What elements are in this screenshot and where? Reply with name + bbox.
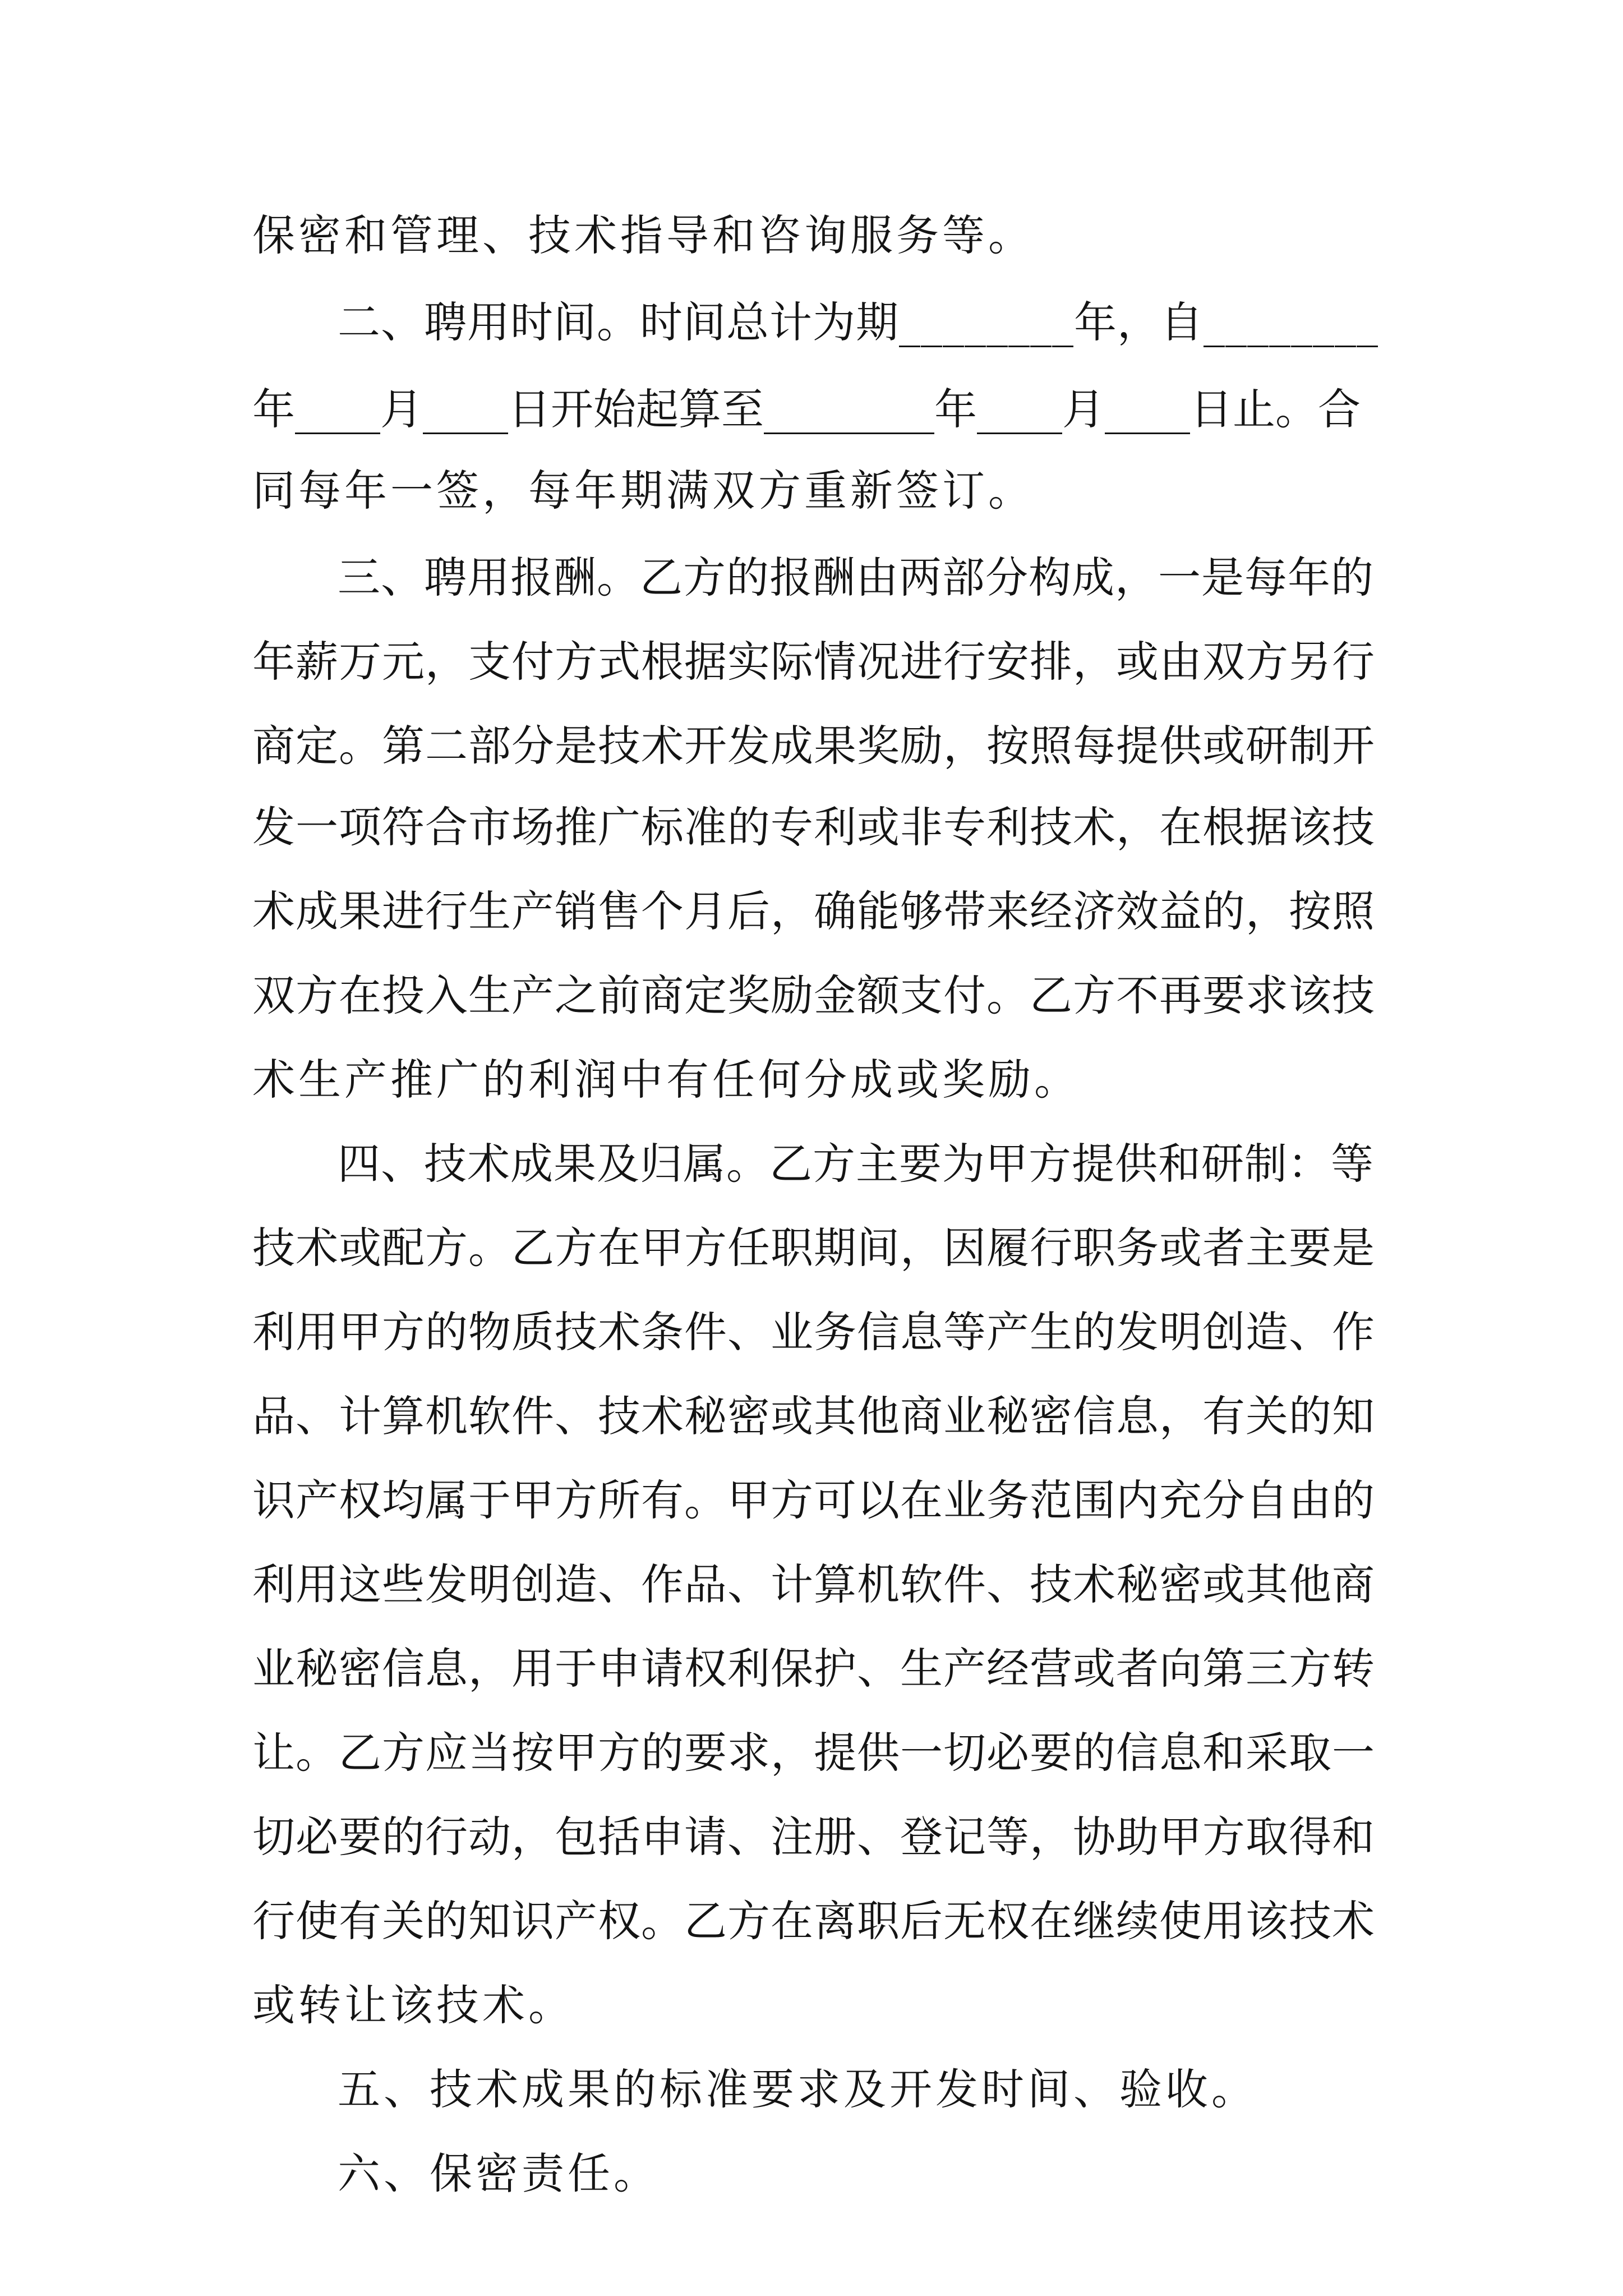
text-line: 技术或配方。乙方在甲方任职期间，因履行职务或者主要是 <box>252 1223 1375 1273</box>
text-line: 三、聘用报酬。乙方的报酬由两部分构成，一是每年的 <box>338 553 1374 602</box>
text-line: 四、技术成果及归属。乙方主要为甲方提供和研制：等 <box>338 1139 1374 1189</box>
text-line: 同每年一签，每年期满双方重新签订。 <box>252 466 1034 516</box>
text-line: 利用甲方的物质技术条件、业务信息等产生的发明创造、作 <box>252 1307 1375 1357</box>
text-line: 双方在投入生产之前商定奖励金额支付。乙方不再要求该技 <box>252 970 1375 1020</box>
text-line: 二、聘用时间。时间总计为期________年，自________ <box>338 297 1378 347</box>
text-line: 利用这些发明创造、作品、计算机软件、技术秘密或其他商 <box>252 1559 1375 1609</box>
text-line: 术成果进行生产销售个月后，确能够带来经济效益的，按照 <box>252 886 1375 936</box>
text-line: 业秘密信息，用于申请权利保护、生产经营或者向第三方转 <box>252 1644 1375 1694</box>
text-line: 行使有关的知识产权。乙方在离职后无权在继续使用该技术 <box>252 1896 1375 1946</box>
text-line: 年____月____日开始起算至________年____月____日止。合 <box>252 384 1361 434</box>
text-line: 五、技术成果的标准要求及开发时间、验收。 <box>338 2064 1257 2114</box>
text-line: 让。乙方应当按甲方的要求，提供一切必要的信息和采取一 <box>252 1728 1375 1778</box>
text-line: 商定。第二部分是技术开发成果奖励，按照每提供或研制开 <box>252 721 1375 771</box>
text-line: 六、保密责任。 <box>338 2148 660 2198</box>
text-line: 发一项符合市场推广标准的专利或非专利技术，在根据该技 <box>252 802 1375 852</box>
text-line: 识产权均属于甲方所有。甲方可以在业务范围内充分自由的 <box>252 1475 1375 1525</box>
text-line: 保密和管理、技术指导和咨询服务等。 <box>252 210 1034 260</box>
text-line: 或转让该技术。 <box>252 1980 574 2030</box>
text-line: 品、计算机软件、技术秘密或其他商业秘密信息，有关的知 <box>252 1391 1375 1441</box>
text-line: 年薪万元，支付方式根据实际情况进行安排，或由双方另行 <box>252 637 1375 687</box>
text-line: 术生产推广的利润中有任何分成或奖励。 <box>252 1055 1080 1105</box>
text-line: 切必要的行动，包括申请、注册、登记等，协助甲方取得和 <box>252 1812 1375 1862</box>
